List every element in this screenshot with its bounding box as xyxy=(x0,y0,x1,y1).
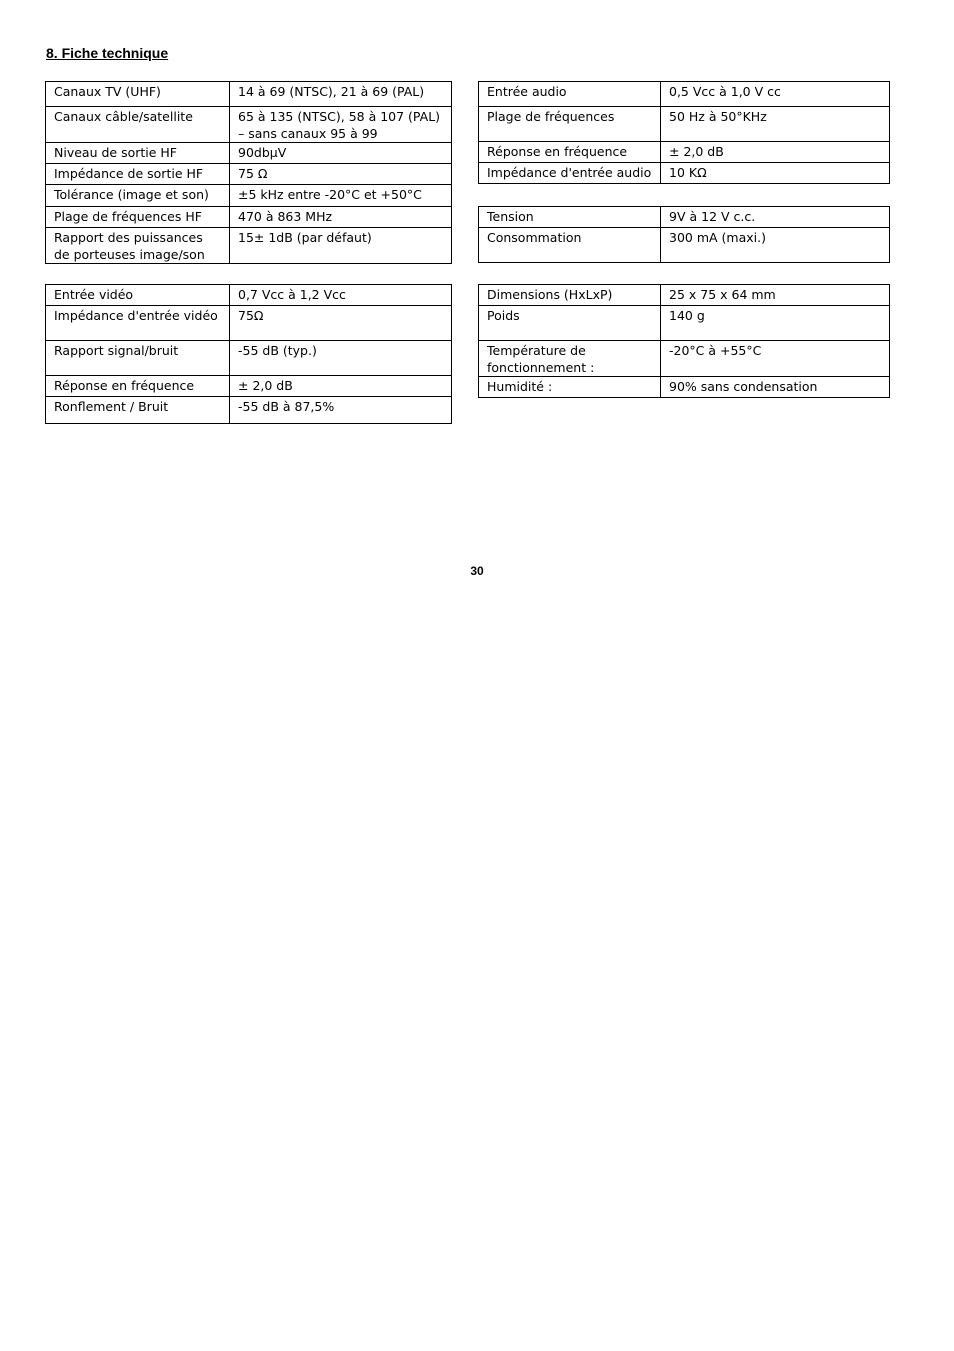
spec-value: -55 dB à 87,5% xyxy=(230,397,452,424)
spec-value: 15± 1dB (par défaut) xyxy=(230,228,452,264)
spec-label: Ronflement / Bruit xyxy=(46,397,230,424)
table-row xyxy=(46,341,452,376)
spec-label: Dimensions (HxLxP) xyxy=(479,285,661,306)
spec-value: ±5 kHz entre -20°C et +50°C xyxy=(230,185,452,207)
table-row xyxy=(479,377,890,398)
table-row xyxy=(46,185,452,207)
table-row xyxy=(479,82,890,107)
table-row xyxy=(46,228,452,264)
spec-value: ± 2,0 dB xyxy=(661,142,890,163)
spec-label: Consommation xyxy=(479,228,661,263)
spec-value: 10 KΩ xyxy=(661,163,890,184)
table-row xyxy=(479,163,890,184)
table-row xyxy=(479,285,890,306)
table-row xyxy=(46,376,452,397)
page-number: 30 xyxy=(470,564,484,578)
table-row xyxy=(479,207,890,228)
spec-value: 0,7 Vcc à 1,2 Vcc xyxy=(230,285,452,306)
table-row xyxy=(46,164,452,185)
spec-value: 140 g xyxy=(661,306,890,341)
spec-label: Poids xyxy=(479,306,661,341)
spec-value: -20°C à +55°C xyxy=(661,341,890,377)
spec-label: Impédance de sortie HF xyxy=(46,164,230,185)
spec-label: Réponse en fréquence xyxy=(46,376,230,397)
table-row xyxy=(46,143,452,164)
section-title: 8. Fiche technique xyxy=(46,45,169,61)
table-row xyxy=(479,142,890,163)
table-row xyxy=(479,341,890,377)
spec-table-audio xyxy=(478,81,890,184)
spec-label: Entrée vidéo xyxy=(46,285,230,306)
spec-label: Impédance d'entrée vidéo xyxy=(46,306,230,341)
spec-table-physical xyxy=(478,284,890,398)
table-row xyxy=(46,306,452,341)
table-row xyxy=(479,107,890,142)
spec-table-tv xyxy=(45,81,452,264)
table-row xyxy=(46,82,452,107)
spec-value: 75 Ω xyxy=(230,164,452,185)
spec-label: Plage de fréquences xyxy=(479,107,661,142)
table-row xyxy=(479,306,890,341)
spec-value: 300 mA (maxi.) xyxy=(661,228,890,263)
table-row xyxy=(46,207,452,228)
spec-value: 14 à 69 (NTSC), 21 à 69 (PAL) xyxy=(230,82,452,107)
table-row xyxy=(46,285,452,306)
table-row xyxy=(46,397,452,424)
table-row xyxy=(479,228,890,263)
spec-value: 75Ω xyxy=(230,306,452,341)
table-row xyxy=(46,107,452,143)
spec-table-video xyxy=(45,284,452,424)
spec-label: Humidité : xyxy=(479,377,661,398)
spec-value: 470 à 863 MHz xyxy=(230,207,452,228)
spec-label: Réponse en fréquence xyxy=(479,142,661,163)
spec-label: Rapport signal/bruit xyxy=(46,341,230,376)
spec-value: ± 2,0 dB xyxy=(230,376,452,397)
spec-value: 50 Hz à 50°KHz xyxy=(661,107,890,142)
spec-label: Canaux TV (UHF) xyxy=(46,82,230,107)
spec-label: Température de fonctionnement : xyxy=(479,341,661,377)
spec-label: Niveau de sortie HF xyxy=(46,143,230,164)
spec-table-power xyxy=(478,206,890,263)
spec-value: 90% sans condensation xyxy=(661,377,890,398)
spec-label: Rapport des puissances de porteuses image/son xyxy=(46,228,230,264)
spec-value: 0,5 Vcc à 1,0 V cc xyxy=(661,82,890,107)
spec-value: -55 dB (typ.) xyxy=(230,341,452,376)
spec-label: Plage de fréquences HF xyxy=(46,207,230,228)
spec-value: 90dbµV xyxy=(230,143,452,164)
spec-label: Tension xyxy=(479,207,661,228)
spec-label: Entrée audio xyxy=(479,82,661,107)
spec-label: Impédance d'entrée audio xyxy=(479,163,661,184)
spec-value: 65 à 135 (NTSC), 58 à 107 (PAL) – sans canaux 95 à 99 xyxy=(230,107,452,143)
spec-label: Tolérance (image et son) xyxy=(46,185,230,207)
spec-value: 25 x 75 x 64 mm xyxy=(661,285,890,306)
spec-value: 9V à 12 V c.c. xyxy=(661,207,890,228)
spec-label: Canaux câble/satellite xyxy=(46,107,230,143)
